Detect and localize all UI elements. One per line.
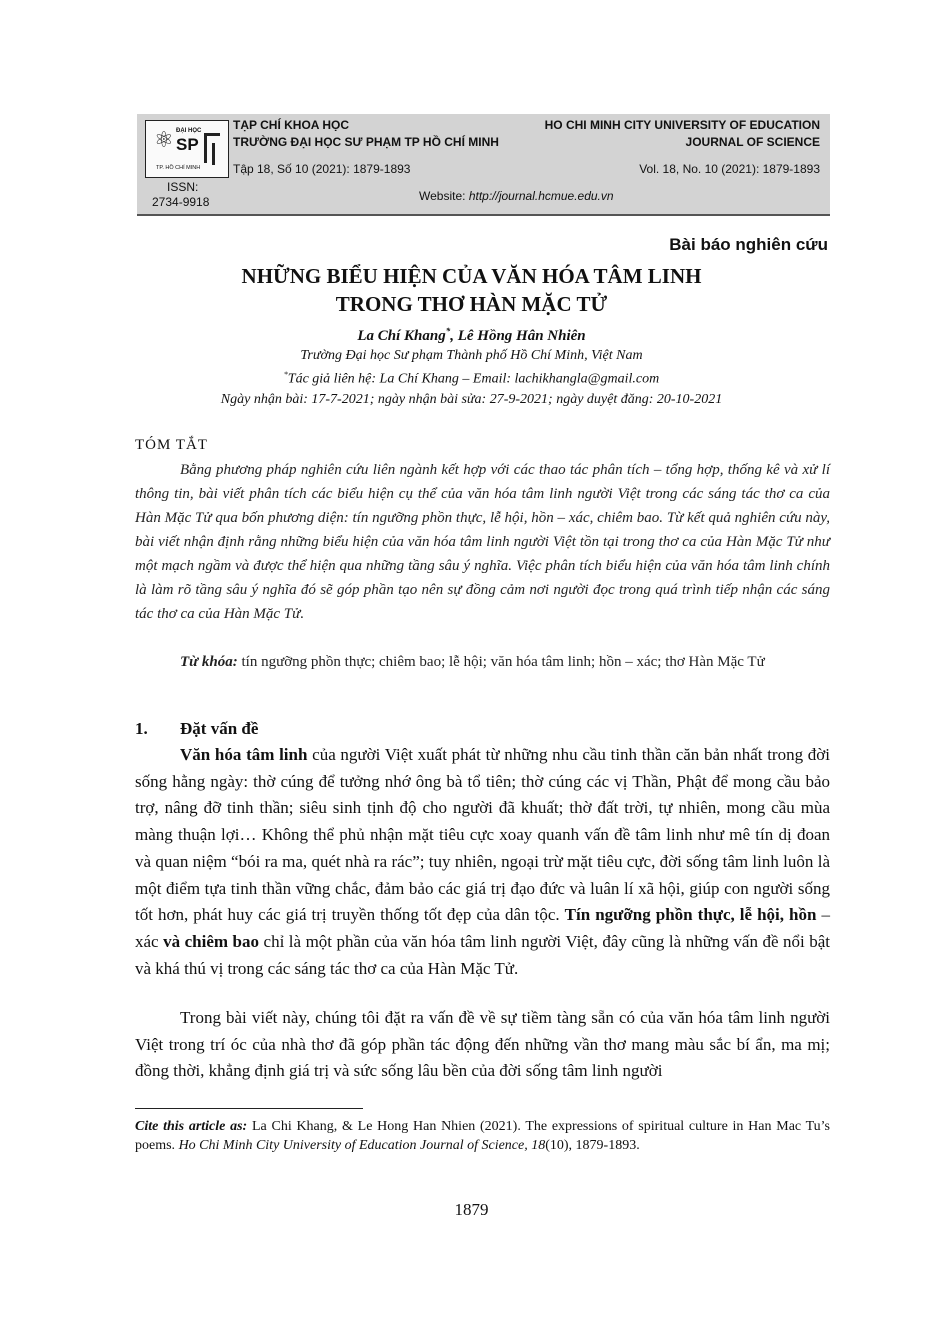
- volume-vi: Tập 18, Số 10 (2021): 1879-1893: [233, 162, 411, 176]
- page-number: 1879: [454, 1200, 489, 1219]
- body-paragraph-1: [135, 742, 830, 982]
- keywords-text: tín ngưỡng phồn thực; chiêm bao; lễ hội; văn hóa tâm linh; hồn – xác; thơ Hàn Mặc Tử: [237, 654, 765, 670]
- logo-main-text: SP: [176, 135, 199, 154]
- cite-label: Cite this article as:: [135, 1119, 248, 1134]
- keywords-label: Từ khóa:: [180, 654, 238, 670]
- para1-text-1: của người Việt xuất phát từ những nhu cầu tinh thần căn bản nhất trong đời sống hằng ngày: thờ cúng để tưởng nhớ ông bà tổ tiên; thờ cúng các vị Thần, Phật để mong cầu bảo trợ, nâng đỡ tinh thần; siêu sinh tịnh độ cho người đã khuất; thờ đất trời, tự nhiên, mong cầu mùa màng thuận lợi… Không thể phủ nhận mặt tiêu cực xoay quanh vấn đề tâm linh như mê tín dị đoan và quan niệm “bói ra ma, quét nhà ra rác”; tuy nhiên, ngoại trừ mặt tiêu cực, đời sống tâm linh luôn là một điểm tựa tinh thần vững chắc, đảm bảo các giá trị đạo đức và luân lí xã hội, giúp con người sống tốt hơn, phát huy các giá trị truyền thống tốt đẹp của dân tộc.: [135, 745, 830, 925]
- website: [419, 189, 614, 203]
- article-type: Bài báo nghiên cứu: [669, 235, 828, 254]
- atom-icon: ⚛: [154, 127, 174, 152]
- para1-text-2: – xác: [135, 905, 830, 951]
- keywords: [135, 650, 830, 674]
- abstract-heading: TÓM TẮT: [135, 437, 208, 453]
- cite-text-2: (10), 1879-1893.: [545, 1138, 640, 1153]
- section-title: Đặt vấn đề: [180, 719, 259, 738]
- cite-text-1: La Chi Khang, & Le Hong Han Nhien (2021). The expressions of spiritual culture in Han Mac Tu’s poems.: [135, 1119, 831, 1153]
- issn-label: ISSN:: [167, 180, 199, 194]
- section-number: 1.: [135, 719, 148, 738]
- cite-journal: Ho Chi Minh City University of Education Journal of Science, 18: [178, 1138, 546, 1153]
- logo-stem: [212, 143, 215, 165]
- article-title: [0, 262, 943, 318]
- contact-line: [0, 370, 943, 388]
- article-dates: Ngày nhận bài: 17-7-2021; ngày nhận bài sửa: 27-9-2021; ngày duyệt đăng: 20-10-2021: [220, 392, 723, 407]
- journal-name-vi: TẠP CHÍ KHOA HỌC: [233, 118, 350, 132]
- author-rest: , Lê Hồng Hân Nhiên: [450, 328, 586, 344]
- university-name-vi: TRƯỜNG ĐẠI HỌC SƯ PHẠM TP HỒ CHÍ MINH: [233, 135, 499, 149]
- authors: [0, 326, 943, 345]
- volume-en: Vol. 18, No. 10 (2021): 1879-1893: [639, 162, 820, 176]
- logo-top-text: ĐẠI HỌC: [176, 128, 202, 134]
- contact-text: Tác giả liên hệ: La Chí Khang – Email: lachikhangla@gmail.com: [287, 371, 660, 387]
- term-spiritual-culture: Văn hóa tâm linh: [180, 745, 308, 764]
- logo-bottom-text: TP. HỒ CHÍ MINH: [156, 165, 201, 171]
- corresponding-mark: *: [445, 326, 451, 336]
- website-label: Website:: [419, 189, 469, 203]
- title-line-1: NHỮNG BIỂU HIỆN CỦA VĂN HÓA TÂM LINH: [241, 264, 702, 288]
- journal-logo: [145, 120, 229, 178]
- title-line-2: TRONG THƠ HÀN MẶC TỬ: [335, 292, 608, 316]
- footnote-divider: [135, 1108, 363, 1109]
- journal-header: [137, 114, 830, 216]
- term-dream: và chiêm bao: [163, 931, 260, 951]
- para1-text-3: chỉ là một phần của văn hóa tâm linh người Việt, đây cũng là những vấn đề nổi bật và khá thú vị trong các sáng tác thơ ca của Hàn Mặc Tử.: [135, 931, 831, 978]
- issn-value: 2734-9918: [152, 195, 210, 209]
- section-heading: [135, 719, 259, 739]
- affiliation: Trường Đại học Sư phạm Thành phố Hồ Chí Minh, Việt Nam: [300, 348, 643, 363]
- body-paragraph-2: Trong bài viết này, chúng tôi đặt ra vấn đề về sự tiềm tàng sẵn có của văn hóa tâm linh người Việt trong trí óc của nhà thơ đã góp phần tác động đến những vần thơ mang màu sắc bí ẩn, ma mị; đồng thời, khẳng định giá trị và sức sống lâu bền của đời sống tâm linh người: [135, 1008, 830, 1081]
- author-first: La Chí Khang: [357, 328, 446, 344]
- abstract-text: Bằng phương pháp nghiên cứu liên ngành kết hợp với các thao tác phân tích – tổng hợp, thống kê và xử lí thông tin, bài viết phân tích các biểu hiện cụ thể của văn hóa tâm linh người Việt trong các sáng tác thơ ca của Hàn Mặc Tử qua bốn phương diện: tín ngưỡng phồn thực, lễ hội, hồn – xác, chiêm bao. Từ kết quả nghiên cứu này, bài viết nhận định rằng những biểu hiện của văn hóa tâm linh người Việt tồn tại trong thơ ca của Hàn Mặc Tử như một mạch ngầm và được thể hiện qua những tầng sâu ý nghĩa. Việc phân tích biểu hiện của văn hóa tâm linh chính là làm rõ tầng sâu ý nghĩa đó sẽ góp phần tạo nên sự đồng cảm nơi người đọc trong quá trình tiếp nhận các sáng tác thơ ca của Hàn Mặc Tử.: [135, 462, 830, 622]
- citation-footnote: [135, 1117, 830, 1155]
- contact-mark: *: [283, 370, 288, 379]
- website-link[interactable]: http://journal.hcmue.edu.vn: [468, 189, 614, 203]
- journal-name-en: HO CHI MINH CITY UNIVERSITY OF EDUCATION: [544, 118, 820, 132]
- term-fertility-festival-soul: Tín ngưỡng phồn thực, lễ hội, hồn: [564, 905, 817, 925]
- journal-subtitle-en: JOURNAL OF SCIENCE: [685, 135, 820, 149]
